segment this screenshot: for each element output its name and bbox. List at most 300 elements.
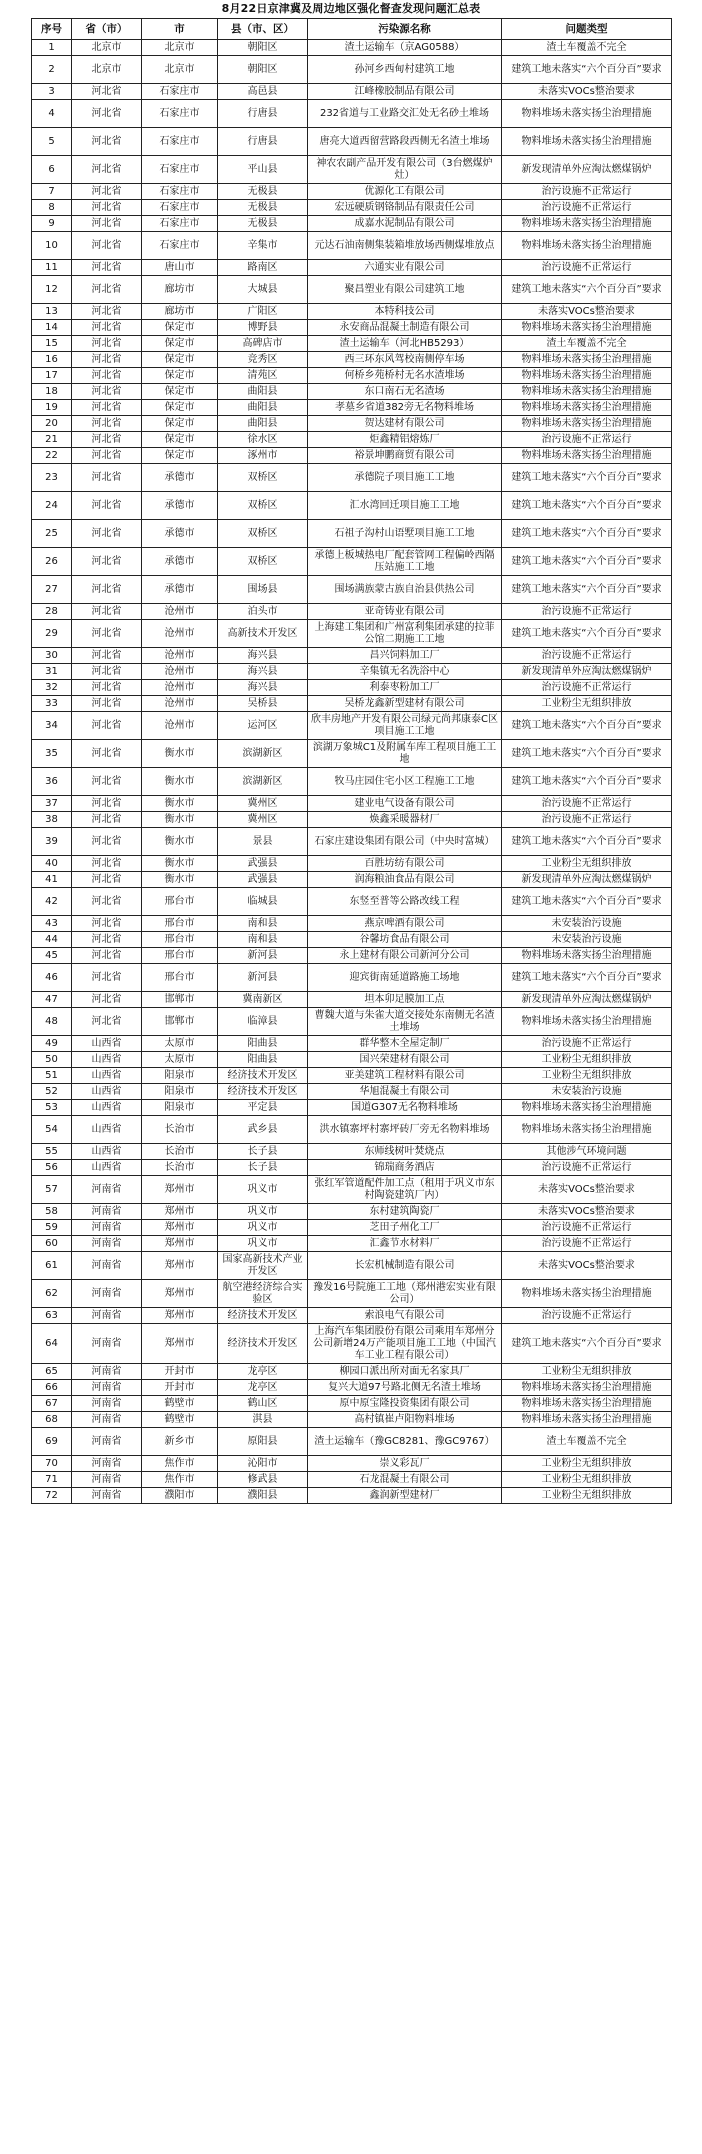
cell-county: 经济技术开发区 — [218, 1324, 308, 1364]
cell-index: 54 — [32, 1116, 72, 1144]
cell-index: 33 — [32, 696, 72, 712]
cell-problem-type: 建筑工地未落实“六个百分百”要求 — [502, 1324, 672, 1364]
cell-index: 66 — [32, 1380, 72, 1396]
cell-county: 阳曲县 — [218, 1052, 308, 1068]
cell-province: 河北省 — [72, 620, 142, 648]
cell-index: 71 — [32, 1472, 72, 1488]
cell-problem-type: 建筑工地未落实“六个百分百”要求 — [502, 464, 672, 492]
cell-index: 14 — [32, 320, 72, 336]
cell-source-name: 亚美建筑工程材料有限公司 — [308, 1068, 502, 1084]
cell-source-name: 永安商品混凝土制造有限公司 — [308, 320, 502, 336]
cell-county: 原阳县 — [218, 1428, 308, 1456]
cell-source-name: 承德院子项目施工工地 — [308, 464, 502, 492]
table-row — [32, 548, 672, 576]
cell-source-name: 鑫润新型建材厂 — [308, 1488, 502, 1504]
cell-index: 50 — [32, 1052, 72, 1068]
table-row — [32, 384, 672, 400]
table-row — [32, 680, 672, 696]
cell-problem-type: 工业粉尘无组织排放 — [502, 1068, 672, 1084]
cell-source-name: 孝墓乡省道382旁无名物料堆场 — [308, 400, 502, 416]
table-row — [32, 432, 672, 448]
table-row — [32, 604, 672, 620]
table-row — [32, 1308, 672, 1324]
cell-county: 龙亭区 — [218, 1380, 308, 1396]
cell-problem-type: 工业粉尘无组织排放 — [502, 856, 672, 872]
cell-city: 邢台市 — [142, 888, 218, 916]
cell-problem-type: 未安装治污设施 — [502, 932, 672, 948]
cell-problem-type: 治污设施不正常运行 — [502, 1160, 672, 1176]
cell-source-name: 神农农副产品开发有限公司（3台燃煤炉灶） — [308, 156, 502, 184]
cell-province: 河北省 — [72, 400, 142, 416]
cell-index: 15 — [32, 336, 72, 352]
cell-problem-type: 物料堆场未落实扬尘治理措施 — [502, 128, 672, 156]
cell-city: 承德市 — [142, 492, 218, 520]
cell-problem-type: 物料堆场未落实扬尘治理措施 — [502, 416, 672, 432]
table-row — [32, 1252, 672, 1280]
table-body — [32, 40, 672, 1504]
table-row — [32, 1036, 672, 1052]
cell-city: 沧州市 — [142, 680, 218, 696]
cell-county: 巩义市 — [218, 1176, 308, 1204]
cell-city: 开封市 — [142, 1380, 218, 1396]
cell-city: 太原市 — [142, 1036, 218, 1052]
cell-county: 修武县 — [218, 1472, 308, 1488]
cell-index: 67 — [32, 1396, 72, 1412]
cell-city: 衡水市 — [142, 872, 218, 888]
cell-city: 鹤壁市 — [142, 1412, 218, 1428]
cell-city: 石家庄市 — [142, 216, 218, 232]
header-source-name: 污染源名称 — [308, 19, 502, 40]
cell-province: 山西省 — [72, 1036, 142, 1052]
cell-county: 濮阳县 — [218, 1488, 308, 1504]
cell-index: 35 — [32, 740, 72, 768]
cell-problem-type: 治污设施不正常运行 — [502, 1036, 672, 1052]
cell-source-name: 迎宾街南延道路施工场地 — [308, 964, 502, 992]
cell-city: 焦作市 — [142, 1472, 218, 1488]
cell-province: 河北省 — [72, 368, 142, 384]
cell-index: 29 — [32, 620, 72, 648]
cell-province: 山西省 — [72, 1100, 142, 1116]
problem-summary-table — [31, 18, 672, 1504]
cell-source-name: 谷馨坊食品有限公司 — [308, 932, 502, 948]
cell-city: 保定市 — [142, 448, 218, 464]
cell-problem-type: 物料堆场未落实扬尘治理措施 — [502, 400, 672, 416]
cell-city: 衡水市 — [142, 812, 218, 828]
cell-problem-type: 物料堆场未落实扬尘治理措施 — [502, 1380, 672, 1396]
cell-problem-type: 工业粉尘无组织排放 — [502, 1052, 672, 1068]
cell-index: 4 — [32, 100, 72, 128]
cell-county: 海兴县 — [218, 664, 308, 680]
cell-province: 河北省 — [72, 84, 142, 100]
cell-county: 高碑店市 — [218, 336, 308, 352]
cell-county: 鹤山区 — [218, 1396, 308, 1412]
cell-problem-type: 未落实VOCs整治要求 — [502, 1252, 672, 1280]
cell-index: 20 — [32, 416, 72, 432]
cell-problem-type: 物料堆场未落实扬尘治理措施 — [502, 1396, 672, 1412]
cell-city: 阳泉市 — [142, 1068, 218, 1084]
table-row — [32, 828, 672, 856]
cell-source-name: 汇水湾回迁项目施工工地 — [308, 492, 502, 520]
cell-province: 河北省 — [72, 200, 142, 216]
cell-city: 沧州市 — [142, 696, 218, 712]
cell-index: 39 — [32, 828, 72, 856]
cell-problem-type: 工业粉尘无组织排放 — [502, 1488, 672, 1504]
cell-source-name: 国兴荣建材有限公司 — [308, 1052, 502, 1068]
cell-city: 郑州市 — [142, 1308, 218, 1324]
cell-city: 沧州市 — [142, 604, 218, 620]
table-row — [32, 1068, 672, 1084]
cell-county: 新河县 — [218, 948, 308, 964]
cell-problem-type: 未安装治污设施 — [502, 916, 672, 932]
cell-county: 巩义市 — [218, 1204, 308, 1220]
cell-city: 鹤壁市 — [142, 1396, 218, 1412]
cell-city: 保定市 — [142, 400, 218, 416]
cell-index: 10 — [32, 232, 72, 260]
cell-city: 唐山市 — [142, 260, 218, 276]
cell-province: 河北省 — [72, 796, 142, 812]
cell-county: 无极县 — [218, 184, 308, 200]
cell-problem-type: 治污设施不正常运行 — [502, 184, 672, 200]
cell-problem-type: 治污设施不正常运行 — [502, 604, 672, 620]
cell-problem-type: 治污设施不正常运行 — [502, 260, 672, 276]
cell-county: 新河县 — [218, 964, 308, 992]
cell-source-name: 芝田子州化工厂 — [308, 1220, 502, 1236]
cell-city: 开封市 — [142, 1364, 218, 1380]
cell-province: 河北省 — [72, 320, 142, 336]
cell-city: 沧州市 — [142, 648, 218, 664]
cell-county: 长子县 — [218, 1160, 308, 1176]
cell-index: 40 — [32, 856, 72, 872]
cell-index: 11 — [32, 260, 72, 276]
cell-county: 运河区 — [218, 712, 308, 740]
table-row — [32, 648, 672, 664]
table-row — [32, 796, 672, 812]
cell-index: 18 — [32, 384, 72, 400]
cell-index: 42 — [32, 888, 72, 916]
cell-province: 河北省 — [72, 464, 142, 492]
table-row — [32, 872, 672, 888]
cell-problem-type: 治污设施不正常运行 — [502, 648, 672, 664]
cell-index: 34 — [32, 712, 72, 740]
cell-index: 61 — [32, 1252, 72, 1280]
table-row — [32, 712, 672, 740]
cell-province: 河北省 — [72, 964, 142, 992]
cell-index: 38 — [32, 812, 72, 828]
cell-index: 8 — [32, 200, 72, 216]
cell-county: 航空港经济综合实验区 — [218, 1280, 308, 1308]
cell-source-name: 柳园口派出所对面无名家具厂 — [308, 1364, 502, 1380]
cell-province: 北京市 — [72, 40, 142, 56]
cell-problem-type: 物料堆场未落实扬尘治理措施 — [502, 1100, 672, 1116]
cell-county: 无极县 — [218, 216, 308, 232]
cell-province: 河北省 — [72, 872, 142, 888]
header-county: 县（市、区） — [218, 19, 308, 40]
cell-problem-type: 治污设施不正常运行 — [502, 1308, 672, 1324]
cell-county: 临城县 — [218, 888, 308, 916]
cell-source-name: 永上建材有限公司新河分公司 — [308, 948, 502, 964]
cell-problem-type: 新发现清单外应淘汰燃煤锅炉 — [502, 156, 672, 184]
cell-county: 行唐县 — [218, 100, 308, 128]
table-row — [32, 368, 672, 384]
cell-city: 承德市 — [142, 464, 218, 492]
table-row — [32, 856, 672, 872]
cell-county: 曲阳县 — [218, 384, 308, 400]
table-row — [32, 888, 672, 916]
cell-city: 石家庄市 — [142, 84, 218, 100]
table-row — [32, 1236, 672, 1252]
header-city: 市 — [142, 19, 218, 40]
cell-province: 河北省 — [72, 888, 142, 916]
cell-city: 沧州市 — [142, 712, 218, 740]
table-row — [32, 336, 672, 352]
cell-source-name: 贺达建材有限公司 — [308, 416, 502, 432]
cell-problem-type: 治污设施不正常运行 — [502, 1220, 672, 1236]
cell-city: 保定市 — [142, 320, 218, 336]
table-row — [32, 1116, 672, 1144]
cell-county: 临漳县 — [218, 1008, 308, 1036]
cell-county: 经济技术开发区 — [218, 1068, 308, 1084]
cell-source-name: 洪水镇寨坪村寨坪砖厂旁无名物料堆场 — [308, 1116, 502, 1144]
cell-problem-type: 渣土车覆盖不完全 — [502, 1428, 672, 1456]
table-row — [32, 1084, 672, 1100]
cell-index: 23 — [32, 464, 72, 492]
cell-county: 武强县 — [218, 856, 308, 872]
cell-county: 海兴县 — [218, 680, 308, 696]
table-row — [32, 1324, 672, 1364]
cell-province: 河北省 — [72, 828, 142, 856]
cell-problem-type: 物料堆场未落实扬尘治理措施 — [502, 320, 672, 336]
cell-province: 河南省 — [72, 1456, 142, 1472]
cell-province: 河南省 — [72, 1280, 142, 1308]
table-row — [32, 1456, 672, 1472]
cell-city: 保定市 — [142, 368, 218, 384]
cell-province: 河南省 — [72, 1364, 142, 1380]
cell-city: 石家庄市 — [142, 200, 218, 216]
cell-province: 河北省 — [72, 260, 142, 276]
table-row — [32, 320, 672, 336]
cell-source-name: 百胜坊纺有限公司 — [308, 856, 502, 872]
cell-problem-type: 治污设施不正常运行 — [502, 796, 672, 812]
cell-source-name: 东口南石无名渣场 — [308, 384, 502, 400]
cell-county: 巩义市 — [218, 1236, 308, 1252]
table-row — [32, 128, 672, 156]
table-row — [32, 464, 672, 492]
cell-county: 辛集市 — [218, 232, 308, 260]
table-row — [32, 260, 672, 276]
cell-city: 衡水市 — [142, 740, 218, 768]
cell-index: 6 — [32, 156, 72, 184]
cell-city: 廊坊市 — [142, 276, 218, 304]
cell-problem-type: 治污设施不正常运行 — [502, 680, 672, 696]
cell-source-name: 裕景坤鹏商贸有限公司 — [308, 448, 502, 464]
cell-source-name: 原中原宝隆投资集团有限公司 — [308, 1396, 502, 1412]
cell-province: 河北省 — [72, 128, 142, 156]
cell-problem-type: 建筑工地未落实“六个百分百”要求 — [502, 712, 672, 740]
table-row — [32, 304, 672, 320]
cell-province: 河北省 — [72, 768, 142, 796]
cell-source-name: 成嘉水泥制品有限公司 — [308, 216, 502, 232]
cell-county: 围场县 — [218, 576, 308, 604]
cell-index: 21 — [32, 432, 72, 448]
cell-county: 广阳区 — [218, 304, 308, 320]
cell-index: 2 — [32, 56, 72, 84]
cell-province: 山西省 — [72, 1068, 142, 1084]
cell-city: 廊坊市 — [142, 304, 218, 320]
cell-source-name: 西三环东风驾校南侧停车场 — [308, 352, 502, 368]
table-row — [32, 492, 672, 520]
cell-problem-type: 物料堆场未落实扬尘治理措施 — [502, 948, 672, 964]
cell-city: 邯郸市 — [142, 992, 218, 1008]
cell-index: 17 — [32, 368, 72, 384]
cell-problem-type: 渣土车覆盖不完全 — [502, 40, 672, 56]
cell-county: 双桥区 — [218, 492, 308, 520]
cell-city: 衡水市 — [142, 856, 218, 872]
cell-city: 衡水市 — [142, 828, 218, 856]
cell-province: 河南省 — [72, 1412, 142, 1428]
cell-city: 衡水市 — [142, 796, 218, 812]
table-row — [32, 276, 672, 304]
table-row — [32, 1052, 672, 1068]
cell-index: 30 — [32, 648, 72, 664]
cell-city: 邢台市 — [142, 916, 218, 932]
cell-index: 45 — [32, 948, 72, 964]
cell-province: 河南省 — [72, 1204, 142, 1220]
cell-index: 56 — [32, 1160, 72, 1176]
cell-province: 河北省 — [72, 916, 142, 932]
cell-county: 冀州区 — [218, 796, 308, 812]
cell-county: 博野县 — [218, 320, 308, 336]
cell-source-name: 汇鑫节水材料厂 — [308, 1236, 502, 1252]
table-row — [32, 100, 672, 128]
cell-source-name: 欣丰房地产开发有限公司绿元尚邦康泰C区项目施工工地 — [308, 712, 502, 740]
cell-province: 河北省 — [72, 548, 142, 576]
table-row — [32, 232, 672, 260]
cell-city: 邢台市 — [142, 948, 218, 964]
table-row — [32, 40, 672, 56]
cell-province: 河南省 — [72, 1472, 142, 1488]
cell-problem-type: 治污设施不正常运行 — [502, 432, 672, 448]
cell-province: 河南省 — [72, 1176, 142, 1204]
cell-index: 70 — [32, 1456, 72, 1472]
cell-county: 吴桥县 — [218, 696, 308, 712]
cell-source-name: 承德上板城热电厂配套管网工程偏岭西隔压站施工工地 — [308, 548, 502, 576]
cell-province: 河北省 — [72, 184, 142, 200]
document-title: 8月22日京津冀及周边地区强化督查发现问题汇总表 — [221, 2, 481, 15]
cell-province: 河南省 — [72, 1396, 142, 1412]
table-row — [32, 1428, 672, 1456]
cell-source-name: 锦瑞商务酒店 — [308, 1160, 502, 1176]
table-row — [32, 696, 672, 712]
cell-county: 朝阳区 — [218, 56, 308, 84]
cell-source-name: 牧马庄园住宅小区工程施工工地 — [308, 768, 502, 796]
table-row — [32, 620, 672, 648]
cell-problem-type: 新发现清单外应淘汰燃煤锅炉 — [502, 992, 672, 1008]
cell-city: 邯郸市 — [142, 1008, 218, 1036]
table-row — [32, 576, 672, 604]
cell-problem-type: 新发现清单外应淘汰燃煤锅炉 — [502, 872, 672, 888]
table-row — [32, 1396, 672, 1412]
cell-index: 41 — [32, 872, 72, 888]
cell-index: 27 — [32, 576, 72, 604]
cell-problem-type: 未落实VOCs整治要求 — [502, 84, 672, 100]
cell-problem-type: 渣土车覆盖不完全 — [502, 336, 672, 352]
cell-index: 1 — [32, 40, 72, 56]
cell-index: 53 — [32, 1100, 72, 1116]
cell-index: 46 — [32, 964, 72, 992]
cell-index: 26 — [32, 548, 72, 576]
table-row — [32, 56, 672, 84]
cell-county: 滨湖新区 — [218, 740, 308, 768]
cell-source-name: 索浪电气有限公司 — [308, 1308, 502, 1324]
table-row — [32, 1008, 672, 1036]
cell-index: 60 — [32, 1236, 72, 1252]
cell-source-name: 复兴大道97号路北侧无名渣土堆场 — [308, 1380, 502, 1396]
cell-source-name: 崇义彩瓦厂 — [308, 1456, 502, 1472]
cell-county: 南和县 — [218, 932, 308, 948]
cell-index: 3 — [32, 84, 72, 100]
cell-index: 7 — [32, 184, 72, 200]
cell-index: 47 — [32, 992, 72, 1008]
cell-county: 涿州市 — [218, 448, 308, 464]
cell-source-name: 东竖至普等公路改线工程 — [308, 888, 502, 916]
cell-city: 郑州市 — [142, 1220, 218, 1236]
cell-city: 郑州市 — [142, 1176, 218, 1204]
cell-source-name: 国道G307无名物料堆场 — [308, 1100, 502, 1116]
cell-problem-type: 物料堆场未落实扬尘治理措施 — [502, 232, 672, 260]
cell-county: 长子县 — [218, 1144, 308, 1160]
cell-province: 山西省 — [72, 1160, 142, 1176]
cell-province: 河北省 — [72, 448, 142, 464]
cell-province: 河北省 — [72, 856, 142, 872]
cell-province: 河北省 — [72, 276, 142, 304]
table-row — [32, 1100, 672, 1116]
cell-index: 57 — [32, 1176, 72, 1204]
cell-problem-type: 治污设施不正常运行 — [502, 812, 672, 828]
cell-city: 承德市 — [142, 576, 218, 604]
cell-province: 北京市 — [72, 56, 142, 84]
cell-source-name: 华旭混凝土有限公司 — [308, 1084, 502, 1100]
cell-province: 河北省 — [72, 416, 142, 432]
cell-county: 高邑县 — [218, 84, 308, 100]
cell-county: 沁阳市 — [218, 1456, 308, 1472]
cell-problem-type: 工业粉尘无组织排放 — [502, 696, 672, 712]
cell-problem-type: 未落实VOCs整治要求 — [502, 1176, 672, 1204]
cell-province: 山西省 — [72, 1144, 142, 1160]
cell-city: 承德市 — [142, 548, 218, 576]
cell-source-name: 232省道与工业路交汇处无名砂土堆场 — [308, 100, 502, 128]
table-row — [32, 1176, 672, 1204]
cell-province: 河北省 — [72, 432, 142, 448]
cell-source-name: 宏远硬质钢铬制品有限责任公司 — [308, 200, 502, 216]
table-row — [32, 84, 672, 100]
cell-index: 32 — [32, 680, 72, 696]
cell-province: 河北省 — [72, 232, 142, 260]
cell-source-name: 唐亮大道西留营路段西侧无名渣土堆场 — [308, 128, 502, 156]
cell-city: 阳泉市 — [142, 1084, 218, 1100]
cell-index: 69 — [32, 1428, 72, 1456]
cell-city: 保定市 — [142, 352, 218, 368]
cell-city: 新乡市 — [142, 1428, 218, 1456]
cell-county: 冀南新区 — [218, 992, 308, 1008]
cell-province: 河北省 — [72, 1008, 142, 1036]
cell-province: 河北省 — [72, 948, 142, 964]
cell-source-name: 元达石油南侧集装箱堆放场西侧煤堆放点 — [308, 232, 502, 260]
cell-source-name: 石龙混凝土有限公司 — [308, 1472, 502, 1488]
table-row — [32, 1472, 672, 1488]
cell-county: 平山县 — [218, 156, 308, 184]
cell-source-name: 高村镇崔卢阳物料堆场 — [308, 1412, 502, 1428]
cell-province: 河南省 — [72, 1428, 142, 1456]
